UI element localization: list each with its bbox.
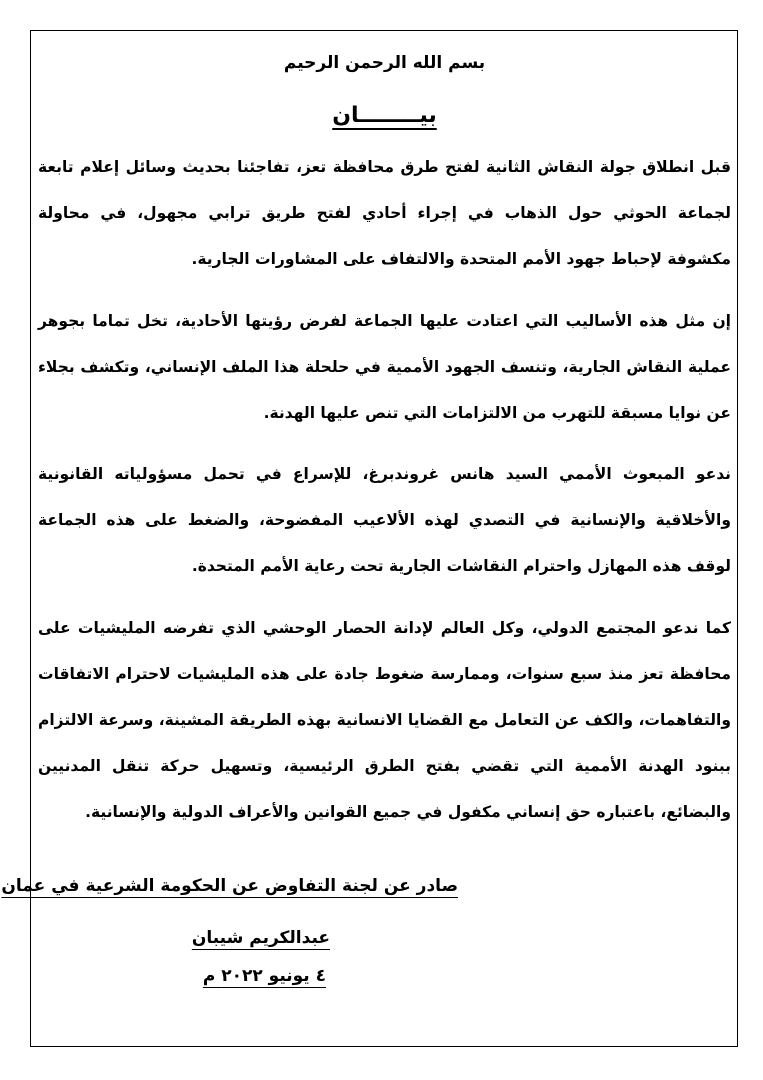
- basmala-heading: بسم الله الرحمن الرحيم: [283, 53, 486, 73]
- statement-document: [38, 36, 731, 850]
- document-title: [38, 96, 731, 136]
- paragraph-2: إن مثل هذه الأساليب التي اعتادت عليها الجماعة لفرض رؤيتها الأحادية، تخل تماما بجوهر عملية النقاش الجارية، وتنسف الجهود الأممية في حلحلة هذا الملف الإنساني، وتكشف بجلاء عن نوايا مسبقة للتهرب من الالتزامات التي تنص عليها الهدنة.: [38, 311, 731, 422]
- paragraph-3: ندعو المبعوث الأممي السيد هانس غروندبرغ، للإسراع في تحمل مسؤولياته القانونية والأخلاقية والإنسانية في التصدي لهذه الألاعيب المفضوحة، والضغط على هذه الجماعة لوقف هذه المهازل واحترام النقاشات الجارية تحت رعاية الأمم المتحدة.: [38, 465, 731, 575]
- signature-date: ٤ يونيو ٢٠٢٢ م: [202, 966, 326, 986]
- title-text: بيــــــــان: [332, 103, 437, 128]
- paragraph-4: كما ندعو المجتمع الدولي، وكل العالم لإدانة الحصار الوحشي الذي تفرضه المليشيات على محافظة تعز منذ سبع سنوات، وممارسة ضغوط جادة على هذه المليشيات لاحترام الاتفاقات والتفاهمات، والكف عن التعامل مع القضايا الانسانية بهذه الطريقة المشينة، وسرعة الالتزام ببنود الهدنة الأممية التي تقضي بفتح الطرق الرئيسية، وتسهيل حركة تنقل المدنيين والبضائع، باعتباره حق إنساني مكفول في جميع القوانين والأعراف الدولية والإنسانية.: [38, 618, 731, 821]
- paragraph-1: قبل انطلاق جولة النقاش الثانية لفتح طرق محافظة تعز، تفاجئنا بحديث وسائل إعلام تابعة لجماعة الحوثي حول الذهاب في إجراء أحادي لفتح طريق ترابي مجهول، في محاولة مكشوفة لإحباط جهود الأمم المتحدة والالتفاف على المشاورات الجارية.: [38, 158, 731, 268]
- signature-issuer: صادر عن لجنة التفاوض عن الحكومة الشرعية في عمان: [1, 876, 458, 896]
- signature-name: عبدالكريم شيبان: [191, 928, 330, 948]
